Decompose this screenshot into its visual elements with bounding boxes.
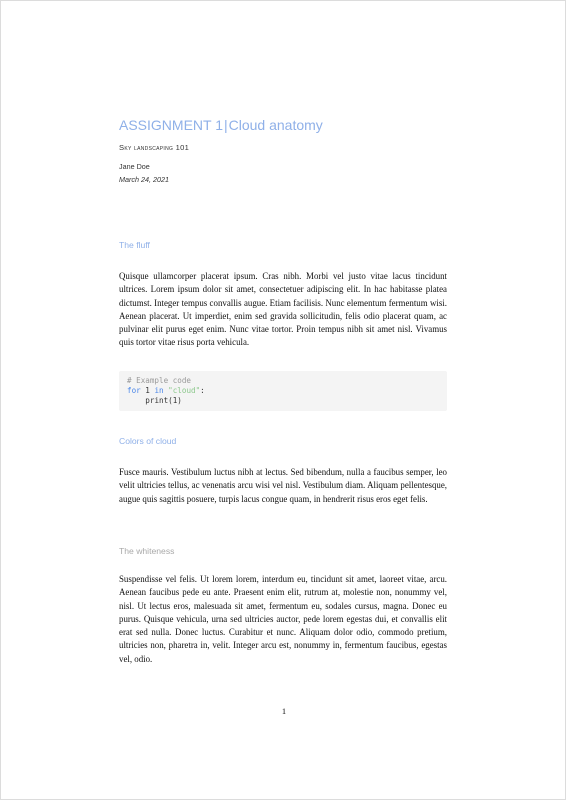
code-keyword-in: in: [154, 386, 164, 395]
code-variable: 1: [140, 386, 155, 395]
section-heading-colors: Colors of cloud: [119, 436, 177, 446]
course-name: Sky landscaping 101: [119, 143, 190, 152]
code-call: print(1): [145, 396, 182, 405]
code-string: "cloud": [163, 386, 201, 395]
subsection-heading-whiteness: The whiteness: [119, 546, 175, 556]
code-indent: [127, 396, 145, 405]
title-assignment: ASSIGNMENT 1: [119, 117, 223, 133]
code-comment: # Example code: [127, 376, 192, 385]
section-paragraph-colors: Fusce mauris. Vestibulum luctus nibh at lectus. Sed bibendum, nulla a faucibus semper, leo velit ultricies tellus, ac venenatis arcu wisi vel nisl. Vestibulum diam. Aliquam pellentesque, augue quis sagittis posuere, turpis lacus congue quam, in hendrerit risus eros eget felis.: [119, 467, 447, 504]
document-date: March 24, 2021: [119, 175, 169, 184]
page-title: [119, 117, 323, 133]
author-name: Jane Doe: [119, 162, 150, 171]
section-paragraph-fluff: Quisque ullamcorper placerat ipsum. Cras nibh. Morbi vel justo vitae lacus tincidunt ultrices. Lorem ipsum dolor sit amet, consectetuer adipiscing elit. In hac habitasse platea dictumst. Integer tempus convallis augue. Etiam facilisis. Nunc elementum fermentum wisi. Aenean placerat. Ut imperdiet, enim sed gravida sollicitudin, felis odio placerat quam, ac pulvinar elit purus eget enim. Nunc vitae tortor. Proin tempus nibh sit amet nisl. Vivamus quis tortor vitae risus porta vehicula.: [119, 271, 447, 348]
section-heading-fluff: The fluff: [119, 240, 150, 250]
code-colon: :: [200, 386, 205, 395]
title-separator: |: [224, 117, 228, 133]
code-content: [119, 371, 447, 411]
page-number: 1: [281, 706, 287, 716]
title-topic: Cloud anatomy: [228, 117, 323, 133]
subsection-paragraph-whiteness: Suspendisse vel felis. Ut lorem lorem, interdum eu, tincidunt sit amet, laoreet vitae, arcu. Aenean faucibus pede eu ante. Praesent enim elit, rutrum at, molestie non, nonummy vel, nisl. Ut lectus eros, malesuada sit amet, fermentum eu, sodales cursus, magna. Donec eu purus. Quisque vehicula, urna sed ultricies auctor, pede lorem egestas dui, et convallis elit erat sed nulla. Donec luctus. Curabitur et nunc. Aliquam dolor odio, commodo pretium, ultricies non, pharetra in, velit. Integer arcu est, nonummy in, fermentum faucibus, egestas vel, odio.: [119, 574, 447, 664]
code-keyword-for: for: [127, 386, 141, 395]
code-block: [119, 371, 447, 411]
